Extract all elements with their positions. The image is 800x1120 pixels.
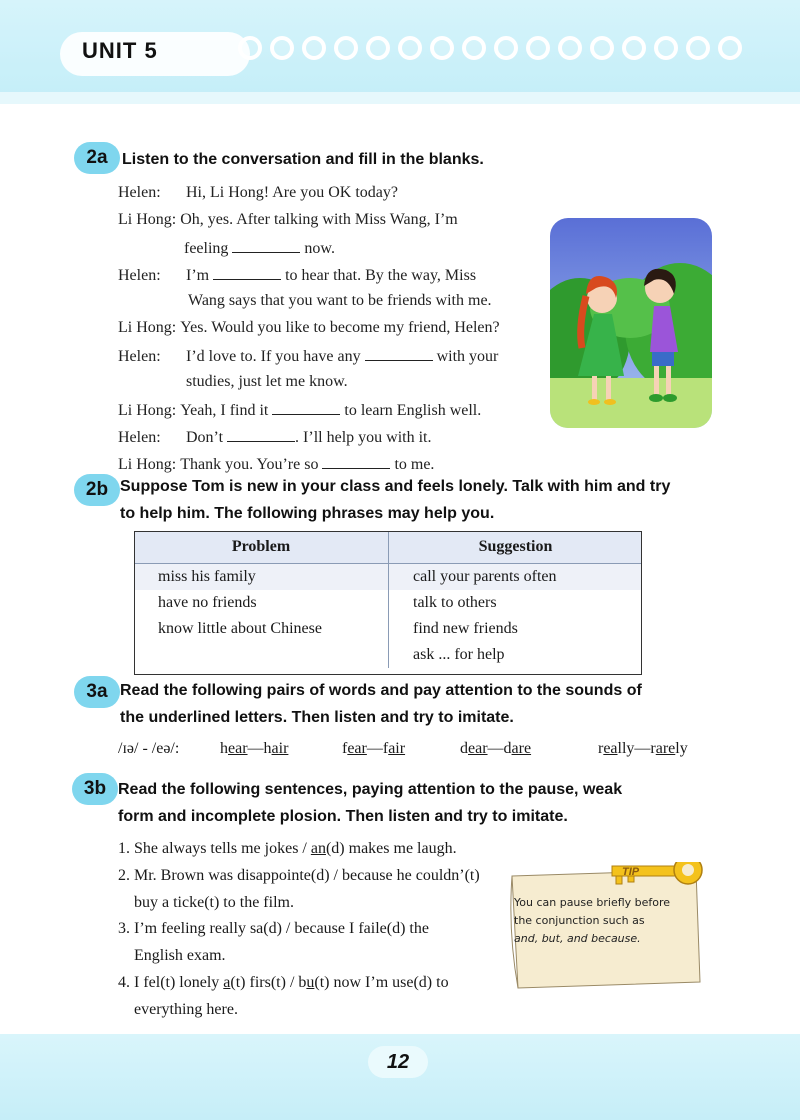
instruction-2a: Listen to the conversation and fill in the blanks. bbox=[122, 151, 484, 168]
ring-icon bbox=[270, 36, 294, 60]
suggestion-cell: ask ... for help bbox=[413, 646, 505, 663]
line-text-post: with your bbox=[436, 348, 499, 365]
table-row bbox=[134, 642, 642, 668]
page-number: 12 bbox=[368, 1046, 428, 1078]
answer-blank[interactable] bbox=[213, 265, 281, 280]
instruction-3b bbox=[118, 776, 622, 830]
ring-icon bbox=[302, 36, 326, 60]
speaker: Li Hong: bbox=[118, 456, 177, 473]
sentence-3-cont: English exam. bbox=[134, 947, 226, 964]
ring-icon bbox=[590, 36, 614, 60]
line-text: Thank you. You’re so bbox=[180, 456, 319, 473]
answer-blank[interactable] bbox=[322, 454, 390, 469]
section-badge-3a: 3a bbox=[74, 676, 120, 708]
illustration-two-girls bbox=[550, 218, 712, 428]
suggestion-cell: find new friends bbox=[413, 620, 518, 637]
suggestion-cell: call your parents often bbox=[389, 564, 643, 591]
speaker: Li Hong: bbox=[118, 402, 177, 419]
header-strip bbox=[0, 92, 800, 104]
ring-icon bbox=[718, 36, 742, 60]
ring-icon bbox=[462, 36, 486, 60]
ring-icon bbox=[526, 36, 550, 60]
sentence-2-cont: buy a ticke(t) to the film. bbox=[134, 894, 294, 911]
word-pair-1: hear—hair bbox=[220, 740, 289, 757]
sentence-1: 1. She always tells me jokes / an(d) makes me laugh. bbox=[118, 840, 457, 857]
ring-icon bbox=[494, 36, 518, 60]
dialogue-line-5 bbox=[188, 292, 492, 310]
ring-icon bbox=[238, 36, 262, 60]
dialogue-line-6 bbox=[118, 319, 500, 337]
tip-text bbox=[514, 894, 692, 948]
line-text: Hi, Li Hong! Are you OK today? bbox=[186, 184, 398, 201]
problem-cell bbox=[134, 642, 389, 668]
table-header-suggestion: Suggestion bbox=[389, 531, 643, 564]
tip-line: You can pause briefly before bbox=[514, 896, 671, 909]
instruction-line: form and incomplete plosion. Then listen and try to imitate. bbox=[118, 808, 568, 825]
problem-cell: know little about Chinese bbox=[134, 616, 389, 642]
unit-title: UNIT 5 bbox=[82, 38, 158, 63]
instruction-2b bbox=[120, 473, 670, 527]
sentence-4: 4. I fel(t) lonely a(t) firs(t) / bu(t) now I’m use(d) to bbox=[118, 974, 449, 991]
speaker: Helen: bbox=[118, 184, 161, 201]
table-row bbox=[134, 616, 642, 642]
line-text: Oh, yes. After talking with Miss Wang, I’m bbox=[180, 211, 458, 228]
answer-blank[interactable] bbox=[272, 400, 340, 415]
table-header-row bbox=[134, 531, 642, 564]
ring-icon bbox=[430, 36, 454, 60]
line-text-post: to hear that. By the way, Miss bbox=[285, 267, 477, 284]
instruction-line: Suppose Tom is new in your class and feels lonely. Talk with him and try bbox=[120, 478, 671, 495]
dialogue-line-2 bbox=[118, 211, 458, 229]
instruction-line: to help him. The following phrases may help you. bbox=[120, 505, 495, 522]
sentence-2: 2. Mr. Brown was disappointe(d) / because he couldn’(t) bbox=[118, 867, 480, 884]
problem-cell: have no friends bbox=[134, 590, 389, 616]
speaker: Helen: bbox=[118, 348, 161, 365]
phonetic-label: /ɪə/ - /eə/: bbox=[118, 740, 180, 757]
line-text-post: to learn English well. bbox=[344, 402, 482, 419]
decorative-rings bbox=[238, 36, 742, 60]
speaker: Li Hong: bbox=[118, 211, 177, 228]
line-text-post: . I’ll help you with it. bbox=[295, 429, 432, 446]
table-header-problem: Problem bbox=[134, 531, 389, 564]
line-text: I’d love to. If you have any bbox=[186, 348, 361, 365]
sentence-3: 3. I’m feeling really sa(d) / because I faile(d) the bbox=[118, 920, 429, 937]
speaker: Helen: bbox=[118, 429, 161, 446]
phrases-table bbox=[134, 531, 642, 668]
line-text: Don’t bbox=[186, 429, 224, 446]
section-badge-2a: 2a bbox=[74, 142, 120, 174]
dialogue-line-3 bbox=[184, 238, 335, 258]
ring-icon bbox=[654, 36, 678, 60]
ring-icon bbox=[558, 36, 582, 60]
ring-icon bbox=[686, 36, 710, 60]
line-text: feeling bbox=[184, 240, 229, 257]
word-pair-3: dear—dare bbox=[460, 740, 532, 757]
answer-blank[interactable] bbox=[365, 346, 433, 361]
section-badge-3b: 3b bbox=[72, 773, 118, 805]
tip-line: the conjunction such as bbox=[514, 914, 645, 927]
dialogue-line-4 bbox=[118, 265, 476, 285]
dialogue-line-1 bbox=[118, 184, 398, 202]
dialogue-line-9 bbox=[118, 400, 481, 420]
instruction-line: Read the following pairs of words and pay attention to the sounds of bbox=[120, 682, 642, 699]
sentence-4-cont: everything here. bbox=[134, 1001, 238, 1018]
line-text: I’m bbox=[186, 267, 210, 284]
ring-icon bbox=[622, 36, 646, 60]
dialogue-line-11 bbox=[118, 454, 434, 474]
answer-blank[interactable] bbox=[232, 238, 300, 253]
instruction-3a bbox=[120, 677, 642, 731]
suggestion-cell: talk to others bbox=[413, 594, 497, 611]
ring-icon bbox=[334, 36, 358, 60]
tip-label: TIP bbox=[622, 866, 640, 878]
word-pair-4: really—rarely bbox=[598, 740, 688, 757]
line-text-post: to me. bbox=[394, 456, 435, 473]
dialogue-line-10 bbox=[118, 427, 431, 447]
section-badge-2b: 2b bbox=[74, 474, 120, 506]
speaker: Helen: bbox=[118, 267, 161, 284]
line-text-post: now. bbox=[304, 240, 335, 257]
line-text: studies, just let me know. bbox=[186, 373, 348, 390]
problem-cell: miss his family bbox=[134, 564, 389, 591]
speaker: Li Hong: bbox=[118, 319, 177, 336]
line-text: Yeah, I find it bbox=[180, 402, 269, 419]
dialogue-line-7 bbox=[118, 346, 498, 366]
instruction-line: the underlined letters. Then listen and try to imitate. bbox=[120, 709, 514, 726]
tip-line: and, but, and because. bbox=[514, 932, 641, 945]
line-text: Wang says that you want to be friends with me. bbox=[188, 292, 492, 309]
answer-blank[interactable] bbox=[227, 427, 295, 442]
ring-icon bbox=[398, 36, 422, 60]
line-text: Yes. Would you like to become my friend, Helen? bbox=[180, 319, 500, 336]
table-row bbox=[134, 564, 642, 591]
dialogue-line-8 bbox=[186, 373, 348, 391]
word-pair-2: fear—fair bbox=[342, 740, 406, 757]
table-row bbox=[134, 590, 642, 616]
ring-icon bbox=[366, 36, 390, 60]
instruction-line: Read the following sentences, paying attention to the pause, weak bbox=[118, 781, 623, 798]
